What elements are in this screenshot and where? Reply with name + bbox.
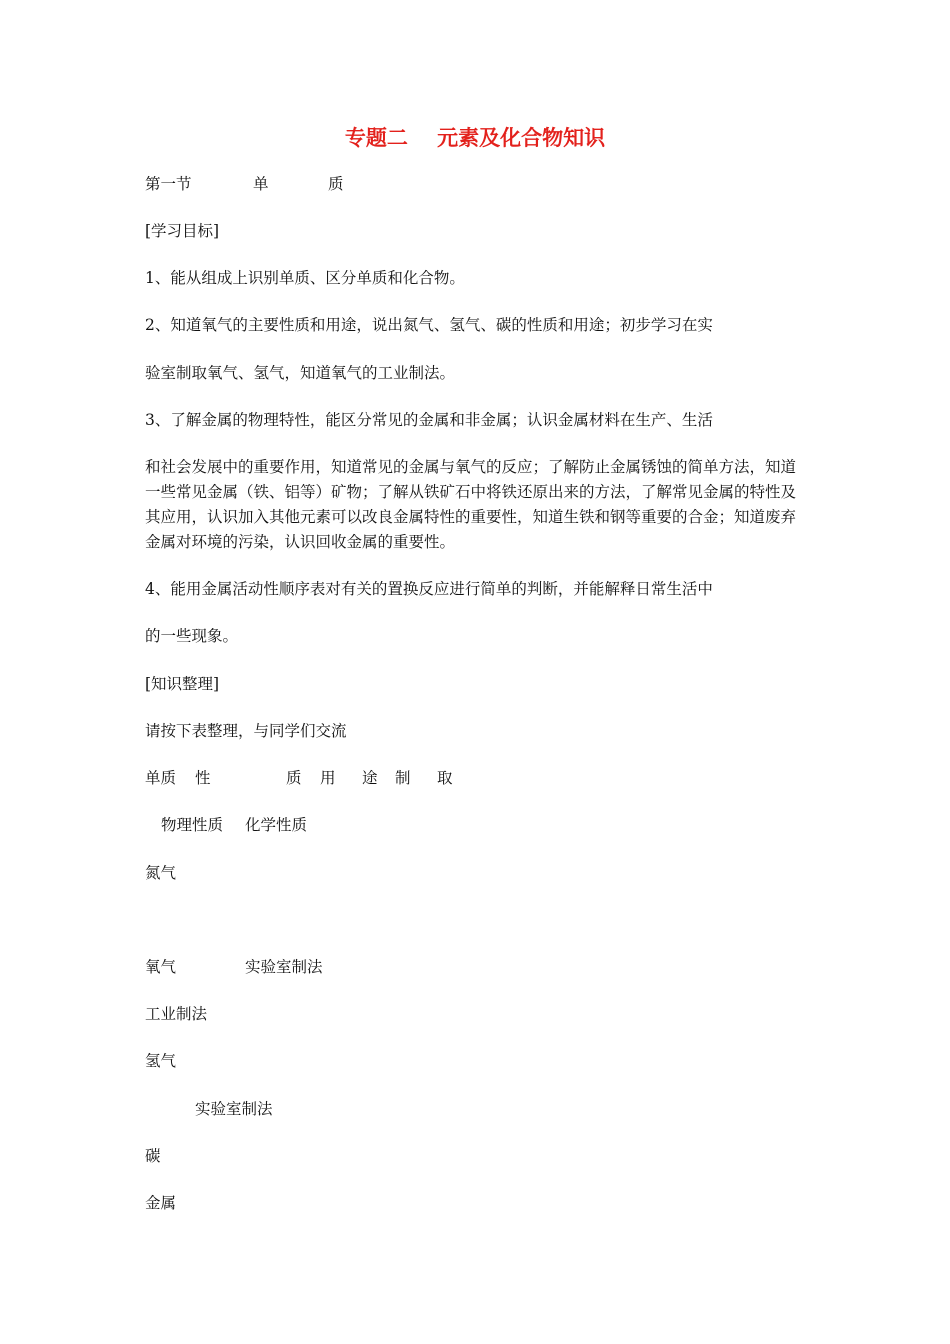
oxygen-industrial-method: 工业制法	[145, 1005, 208, 1023]
objective-2-line-1: 2、知道氧气的主要性质和用途，说出氮气、氢气、碳的性质和用途；初步学习在实	[145, 316, 713, 334]
row-oxygen: 氧气	[145, 958, 177, 976]
section-number: 第一节	[145, 175, 192, 193]
row-carbon: 碳	[145, 1147, 161, 1165]
header-preparation-char-1: 制	[395, 769, 411, 787]
section-title-char-1: 单	[253, 175, 269, 193]
header-use-char-2: 途	[362, 769, 378, 787]
row-metal: 金属	[145, 1194, 177, 1212]
header-preparation-char-2: 取	[437, 769, 453, 787]
header-single-substance: 单质	[145, 769, 177, 787]
section-heading	[145, 172, 344, 196]
objective-4-line-1: 4、能用金属活动性顺序表对有关的置换反应进行简单的判断，并能解释日常生活中	[145, 580, 713, 598]
subheader-chemical-properties: 化学性质	[245, 816, 308, 834]
knowledge-heading: [知识整理]	[145, 675, 220, 693]
objective-3-paragraph: 和社会发展中的重要作用，知道常见的金属与氧气的反应；了解防止金属锈蚀的简单方法，知道一些常见金属（铁、铝等）矿物；了解从铁矿石中将铁还原出来的方法，了解常见金属的特性及其应用，认识加入其他元素可以改良金属特性的重要性，知道生铁和钢等重要的合金；知道废弃金属对环境的污染，认识回收金属的重要性。	[145, 458, 797, 551]
document-title: 专题二 元素及化合物知识	[344, 126, 606, 150]
knowledge-instruction: 请按下表整理，与同学们交流	[145, 722, 347, 740]
objective-1: 1、能从组成上识别单质、区分单质和化合物。	[145, 269, 465, 287]
header-use-char-1: 用	[320, 769, 336, 787]
header-property-char-2: 质	[286, 769, 302, 787]
header-property-char-1: 性	[195, 769, 211, 787]
objective-4-line-2: 的一些现象。	[145, 627, 239, 645]
objective-2-line-2: 验室制取氧气、氢气，知道氧气的工业制法。	[145, 364, 456, 382]
row-hydrogen: 氢气	[145, 1052, 177, 1070]
subheader-physical-properties: 物理性质	[161, 816, 224, 834]
oxygen-lab-method: 实验室制法	[245, 958, 323, 976]
row-nitrogen: 氮气	[145, 864, 177, 882]
objectives-heading: [学习目标]	[145, 222, 220, 240]
hydrogen-lab-method: 实验室制法	[195, 1100, 273, 1118]
objective-3-line-1: 3、了解金属的物理特性，能区分常见的金属和非金属；认识金属材料在生产、生活	[145, 411, 713, 429]
section-title-char-2: 质	[328, 175, 344, 193]
